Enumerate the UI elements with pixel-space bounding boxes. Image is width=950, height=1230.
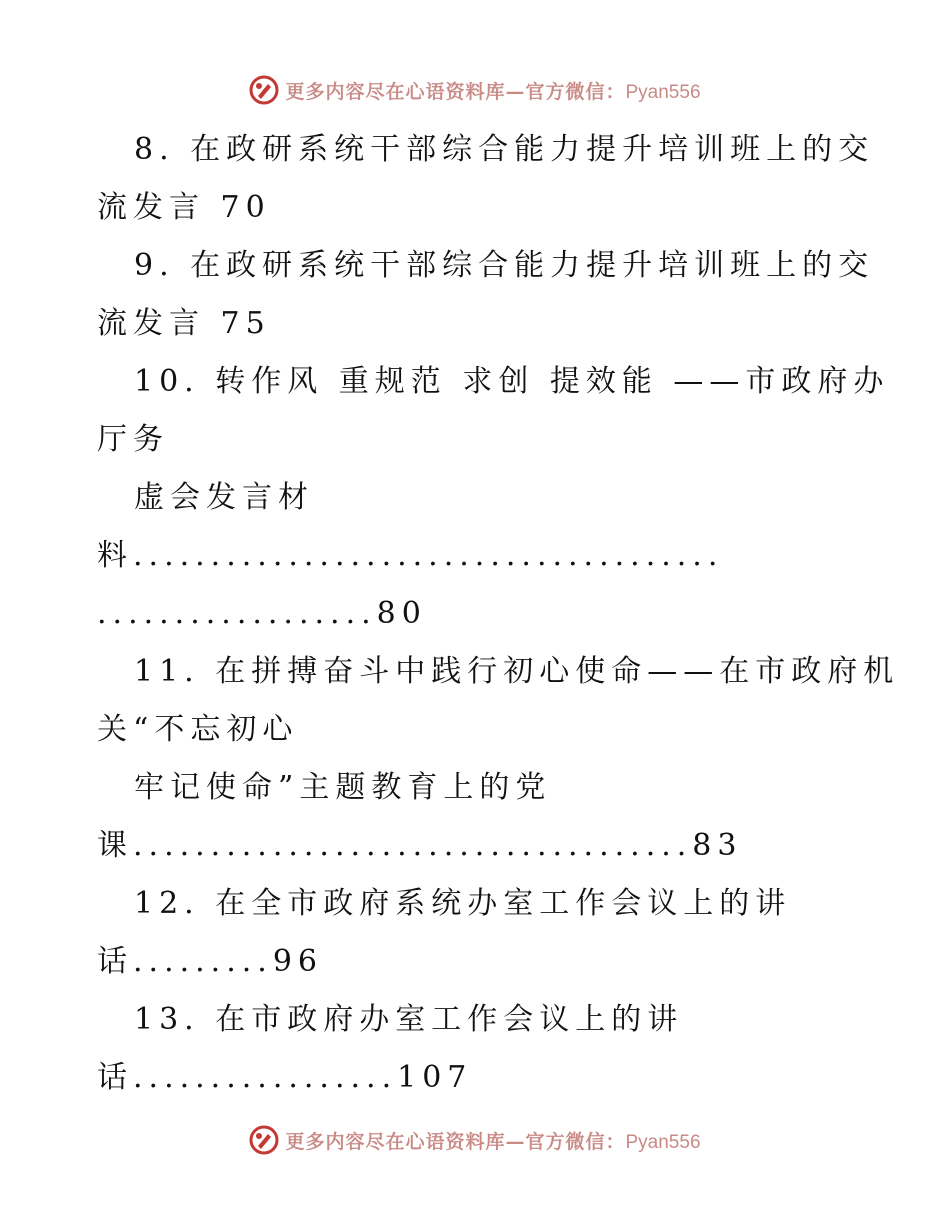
toc-line: 11. 在拼搏奋斗中践行初心使命——在市政府机 <box>134 654 900 689</box>
toc-line: 话.........96 <box>97 944 323 979</box>
wechat-id: Pyan556 <box>625 1131 701 1153</box>
toc-line: 关“不忘初心 <box>97 712 299 747</box>
toc-line: 9. 在政研系统干部综合能力提升培训班上的交 <box>134 248 875 283</box>
toc-line: 课....................................83 <box>97 828 743 863</box>
toc-line: 13. 在市政府办室工作会议上的讲 <box>134 1002 684 1037</box>
toc-line: 8. 在政研系统干部综合能力提升培训班上的交 <box>134 132 875 167</box>
toc-line: 流发言 75 <box>97 306 271 341</box>
toc-line: 话.................107 <box>97 1060 473 1095</box>
banner-text: 更多内容尽在心语资料库—官方微信：Pyan556 <box>285 1130 701 1153</box>
banner-text: 更多内容尽在心语资料库—官方微信：Pyan556 <box>285 80 701 103</box>
toc-line: 10. 转作风 重规范 求创 提效能 ——市政府办 <box>134 364 890 399</box>
wechat-id: Pyan556 <box>625 81 701 103</box>
toc-line: ..................80 <box>97 596 427 631</box>
toc-line: 厅务 <box>97 422 169 457</box>
toc-line: 流发言 70 <box>97 190 271 225</box>
toc-line: 料...................................... <box>97 538 724 573</box>
pen-logo-icon <box>249 1125 279 1155</box>
toc-line: 虚会发言材 <box>134 480 314 515</box>
footer-banner <box>0 1122 950 1158</box>
toc-line: 牢记使命”主题教育上的党 <box>134 770 552 805</box>
toc-line: 12. 在全市政府系统办室工作会议上的讲 <box>134 886 792 921</box>
